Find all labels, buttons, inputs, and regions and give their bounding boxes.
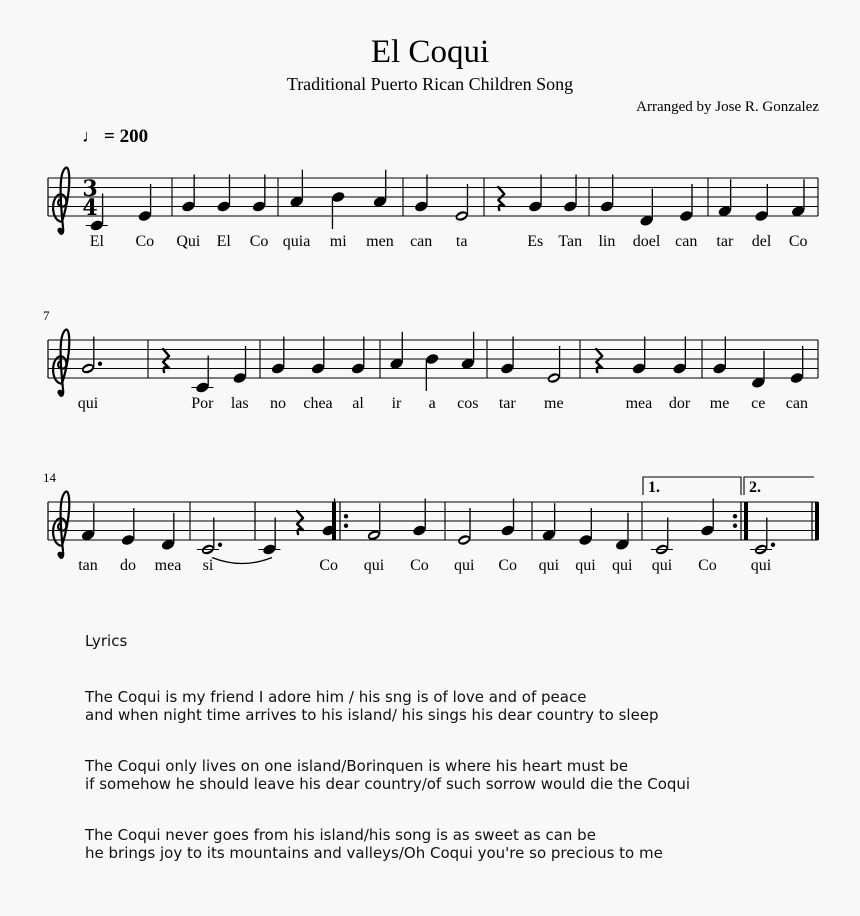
lyric-syllable: Co (249, 233, 269, 250)
lyric-syllable: do (120, 557, 136, 574)
lyric-syllable: Co (410, 557, 429, 574)
lyric-syllable: Co (788, 233, 808, 250)
lyric-syllable: me (709, 395, 730, 412)
lyric-syllable: si (202, 557, 214, 574)
repeat-dot (344, 524, 348, 528)
lyric-syllable: no (270, 395, 286, 412)
lyric-line: and when night time arrives to his island/ his sings his dear country to sleep (85, 706, 659, 724)
lyric-line: he brings joy to its mountains and valleys/Oh Coqui you're so precious to me (85, 844, 663, 862)
volta-label: 2. (749, 479, 761, 496)
lyric-syllable: qui (538, 557, 560, 574)
time-signature-bottom: 4 (82, 195, 98, 221)
lyric-syllable: tar (498, 395, 516, 412)
lyric-syllable: Co (498, 557, 518, 574)
lyric-syllable: qui (651, 557, 673, 574)
lyric-syllable: del (751, 233, 772, 250)
treble-clef-dot (57, 390, 62, 395)
lyric-syllable: ir (391, 395, 402, 412)
song-title: El Coqui (370, 34, 490, 70)
lyric-syllable: can (410, 233, 433, 250)
lyric-syllable: qui (750, 557, 772, 574)
tempo-value: = 200 (104, 126, 149, 147)
repeat-dot (344, 514, 348, 518)
lyric-syllable: a (428, 395, 436, 412)
treble-clef-icon (53, 167, 69, 233)
treble-clef-dot (57, 552, 62, 557)
lyric-syllable: qui (453, 557, 475, 574)
lyric-syllable: Co (135, 233, 155, 250)
lyrics-heading: Lyrics (85, 632, 128, 650)
lyric-syllable: tar (716, 233, 734, 250)
quarter-note-icon: ♩ (82, 126, 100, 146)
treble-clef-dot (57, 228, 62, 233)
lyric-syllable: ta (455, 233, 468, 250)
lyric-syllable: Por (191, 395, 214, 412)
lyric-syllable: al (352, 395, 364, 412)
lyric-syllable: me (544, 395, 564, 412)
lyric-syllable: qui (77, 395, 99, 412)
lyric-syllable: las (230, 395, 249, 412)
lyrics-section (85, 632, 690, 895)
lyric-syllable: qui (611, 557, 633, 574)
treble-clef-icon (53, 329, 69, 395)
lyric-syllable: cos (457, 395, 479, 412)
tie-curve (212, 558, 272, 564)
lyric-syllable: Co (319, 557, 339, 574)
repeat-dot (733, 514, 737, 518)
lyric-syllable: El (216, 233, 231, 250)
lyric-syllable: doel (632, 233, 661, 250)
lyric-verse (85, 757, 690, 793)
lyric-syllable: mi (329, 233, 347, 250)
song-subtitle: Traditional Puerto Rican Children Song (286, 74, 574, 94)
lyric-verse (85, 688, 690, 724)
lyric-syllable: Qui (176, 233, 201, 250)
lyric-syllable: quia (282, 233, 311, 250)
final-thick-barline (815, 502, 819, 540)
augmentation-dot (98, 362, 102, 366)
lyric-syllable: lin (598, 233, 616, 250)
repeat-thick-barline (744, 502, 748, 540)
lyric-syllable: ce (751, 395, 766, 412)
measure-number: 14 (43, 470, 56, 485)
lyric-syllable: tan (78, 557, 98, 574)
lyric-syllable: qui (575, 557, 596, 574)
volta-label: 1. (648, 479, 660, 496)
lyric-syllable: Co (698, 557, 717, 574)
lyric-line: The Coqui never goes from his island/his song is as sweet as can be (85, 826, 596, 844)
lyric-syllable: chea (303, 395, 333, 412)
measure-number: 7 (43, 308, 50, 323)
lyric-line: The Coqui is my friend I adore him / his sng is of love and of peace (85, 688, 587, 706)
lyric-syllable: dor (668, 395, 691, 412)
time-signature-top: 3 (82, 176, 98, 202)
treble-clef-icon (53, 491, 69, 557)
repeat-dot (733, 524, 737, 528)
lyric-verse (85, 826, 690, 862)
verses-list (85, 688, 690, 862)
lyric-syllable: mea (625, 395, 653, 412)
arranger-credit: Arranged by Jose R. Gonzalez (636, 99, 819, 115)
lyric-line: The Coqui only lives on one island/Borinquen is where his heart must be (85, 757, 629, 775)
lyric-syllable: El (89, 233, 104, 250)
lyric-syllable: qui (363, 557, 385, 574)
repeat-thick-barline (332, 502, 336, 540)
lyric-syllable: Tan (558, 233, 583, 250)
augmentation-dot (218, 543, 222, 547)
augmentation-dot (771, 543, 775, 547)
lyric-syllable: men (366, 233, 394, 250)
lyric-syllable: mea (154, 557, 182, 574)
lyric-syllable: can (785, 395, 808, 412)
lyric-line: if somehow he should leave his dear country/of such sorrow would die the Coqui (85, 775, 691, 793)
lyric-syllable: can (675, 233, 698, 250)
lyric-syllable: Es (527, 233, 544, 250)
